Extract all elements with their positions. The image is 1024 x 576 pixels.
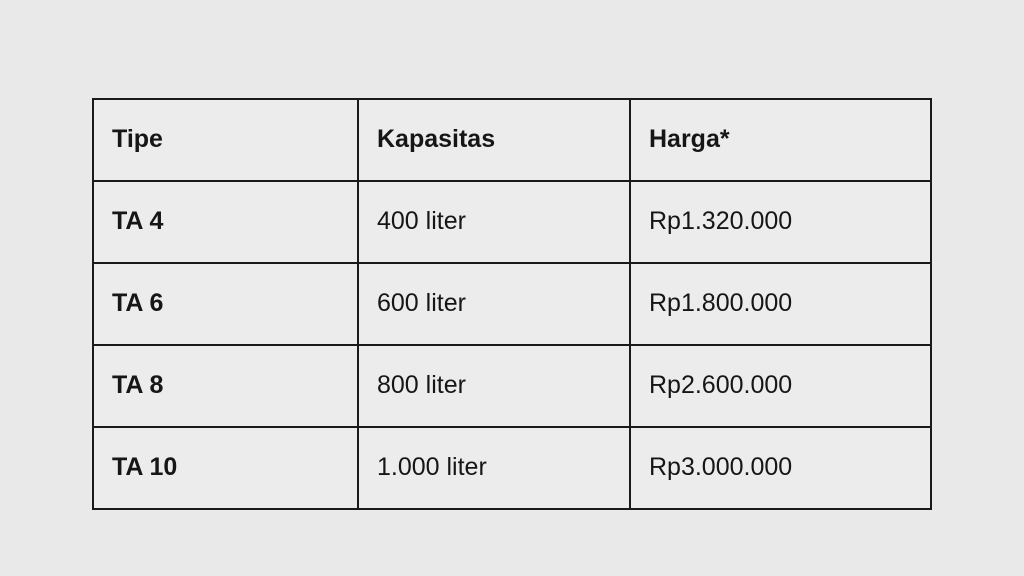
cell-kapasitas: 600 liter	[358, 263, 630, 345]
table-row	[93, 427, 931, 509]
price-table-container	[92, 98, 930, 510]
cell-tipe: TA 4	[93, 181, 358, 263]
cell-tipe: TA 6	[93, 263, 358, 345]
cell-tipe: TA 10	[93, 427, 358, 509]
table-header-row	[93, 99, 931, 181]
cell-kapasitas: 800 liter	[358, 345, 630, 427]
column-header-tipe: Tipe	[93, 99, 358, 181]
cell-kapasitas: 1.000 liter	[358, 427, 630, 509]
table-row	[93, 263, 931, 345]
column-header-harga: Harga*	[630, 99, 931, 181]
cell-harga: Rp1.800.000	[630, 263, 931, 345]
table-row	[93, 345, 931, 427]
cell-harga: Rp3.000.000	[630, 427, 931, 509]
column-header-kapasitas: Kapasitas	[358, 99, 630, 181]
price-table	[92, 98, 932, 510]
table-row	[93, 181, 931, 263]
cell-harga: Rp2.600.000	[630, 345, 931, 427]
cell-kapasitas: 400 liter	[358, 181, 630, 263]
cell-harga: Rp1.320.000	[630, 181, 931, 263]
cell-tipe: TA 8	[93, 345, 358, 427]
